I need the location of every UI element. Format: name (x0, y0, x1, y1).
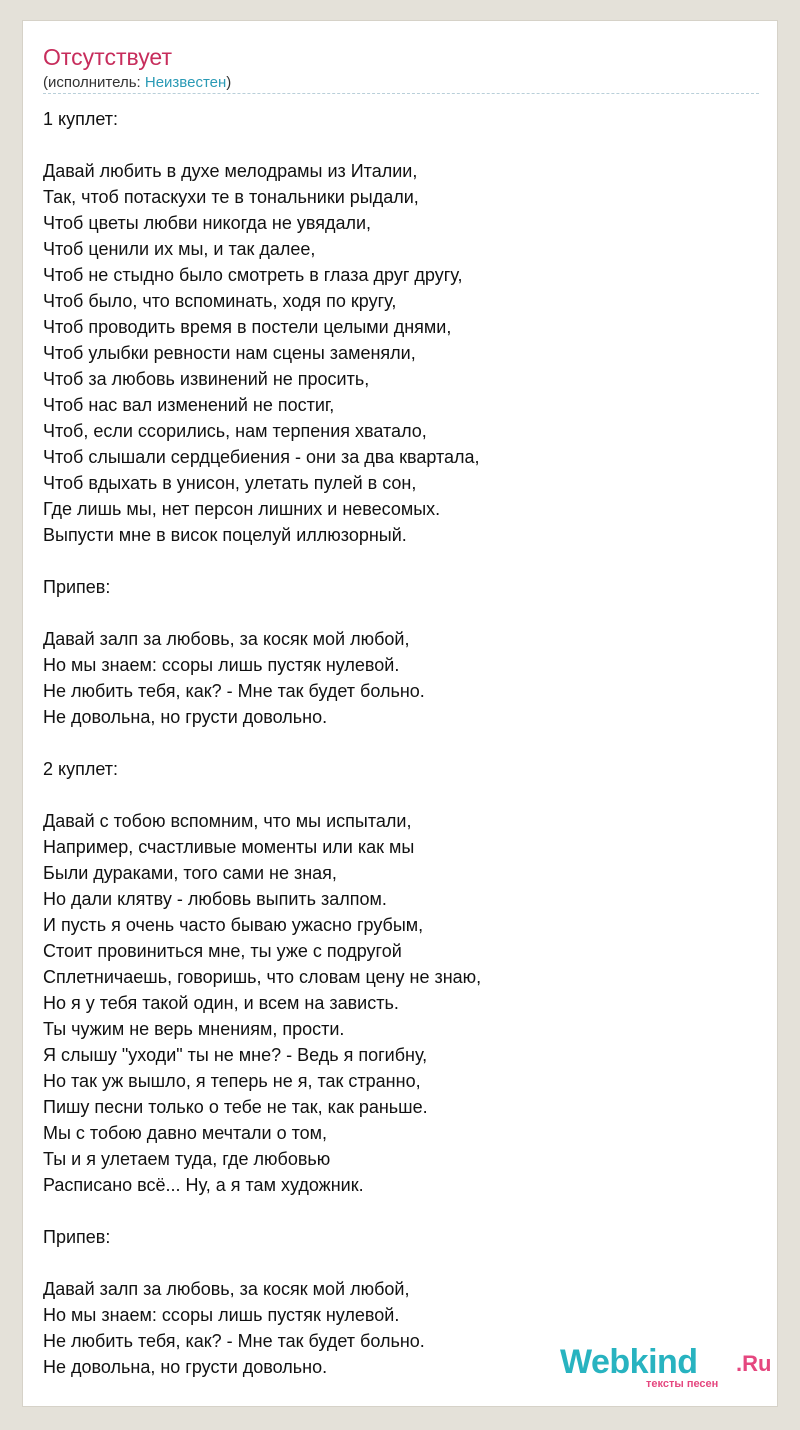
logo-domain: .Ru (736, 1351, 772, 1376)
artist-link[interactable]: Неизвестен (144, 74, 227, 91)
song-title: Отсутствует (43, 44, 172, 70)
lyrics-page (22, 20, 778, 1407)
artist-line (43, 73, 231, 93)
site-logo[interactable] (560, 1342, 772, 1392)
lyrics-text: 1 куплет: Давай любить в духе мелодрамы из Италии, Так, чтоб потаскухи те в тональники рыдали, Чтоб цветы любви никогда не увядали, Чтоб ценили их мы, и так далее, Чтоб не стыдно было смотреть в глаза друг другу, Чтоб было, что вспоминать, ходя по кругу, Чтоб проводить время в постели целыми днями, Чтоб улыбки ревности нам сцены заменяли, Чтоб за любовь извинений не просить, Чтоб нас вал изменений не постиг, Чтоб, если ссорились, нам терпения хватало, Чтоб слышали сердцебиения - они за два квартала, Чтоб вдыхать в унисон, улетать пулей в сон, Где лишь мы, нет персон лишних и невесомых. Выпусти мне в висок поцелуй иллюзорный. Припев: Давай залп за любовь, за косяк мой любой, Но мы знаем: ссоры лишь пустяк нулевой. Не любить тебя, как? - Мне так будет больно. Не довольна, но грусти довольно. 2 куплет: Давай с тобою вспомним, что мы испытали, Например, счастливые моменты или как мы Были дураками, того сами не зная, Но дали клятву - любовь выпить залпом. И пусть я очень часто бываю ужасно грубым, Стоит провиниться мне, ты уже с подругой Сплетничаешь, говоришь, что словам цену не знаю, Но я у тебя такой один, и всем на зависть. Ты чужим не верь мнениям, прости. Я слышу "уходи" ты не мне? - Ведь я погибну, Но так уж вышло, я теперь не я, так странно, Пишу песни только о тебе не так, как раньше. Мы с тобою давно мечтали о том, Ты и я улетаем туда, где любовью Расписано всё... Ну, а я там художник. Припев: Давай залп за любовь, за косяк мой любой, Но мы знаем: ссоры лишь пустяк нулевой. Не любить тебя, как? - Мне так будет больно. Не довольна, но грусти довольно. (43, 109, 482, 1377)
logo-wordmark: Webkind (560, 1343, 698, 1381)
artist-prefix: (исполнитель: (43, 74, 145, 91)
title-divider (43, 93, 759, 94)
artist-suffix: ) (226, 74, 232, 91)
logo-subtitle: тексты песен (646, 1378, 719, 1390)
